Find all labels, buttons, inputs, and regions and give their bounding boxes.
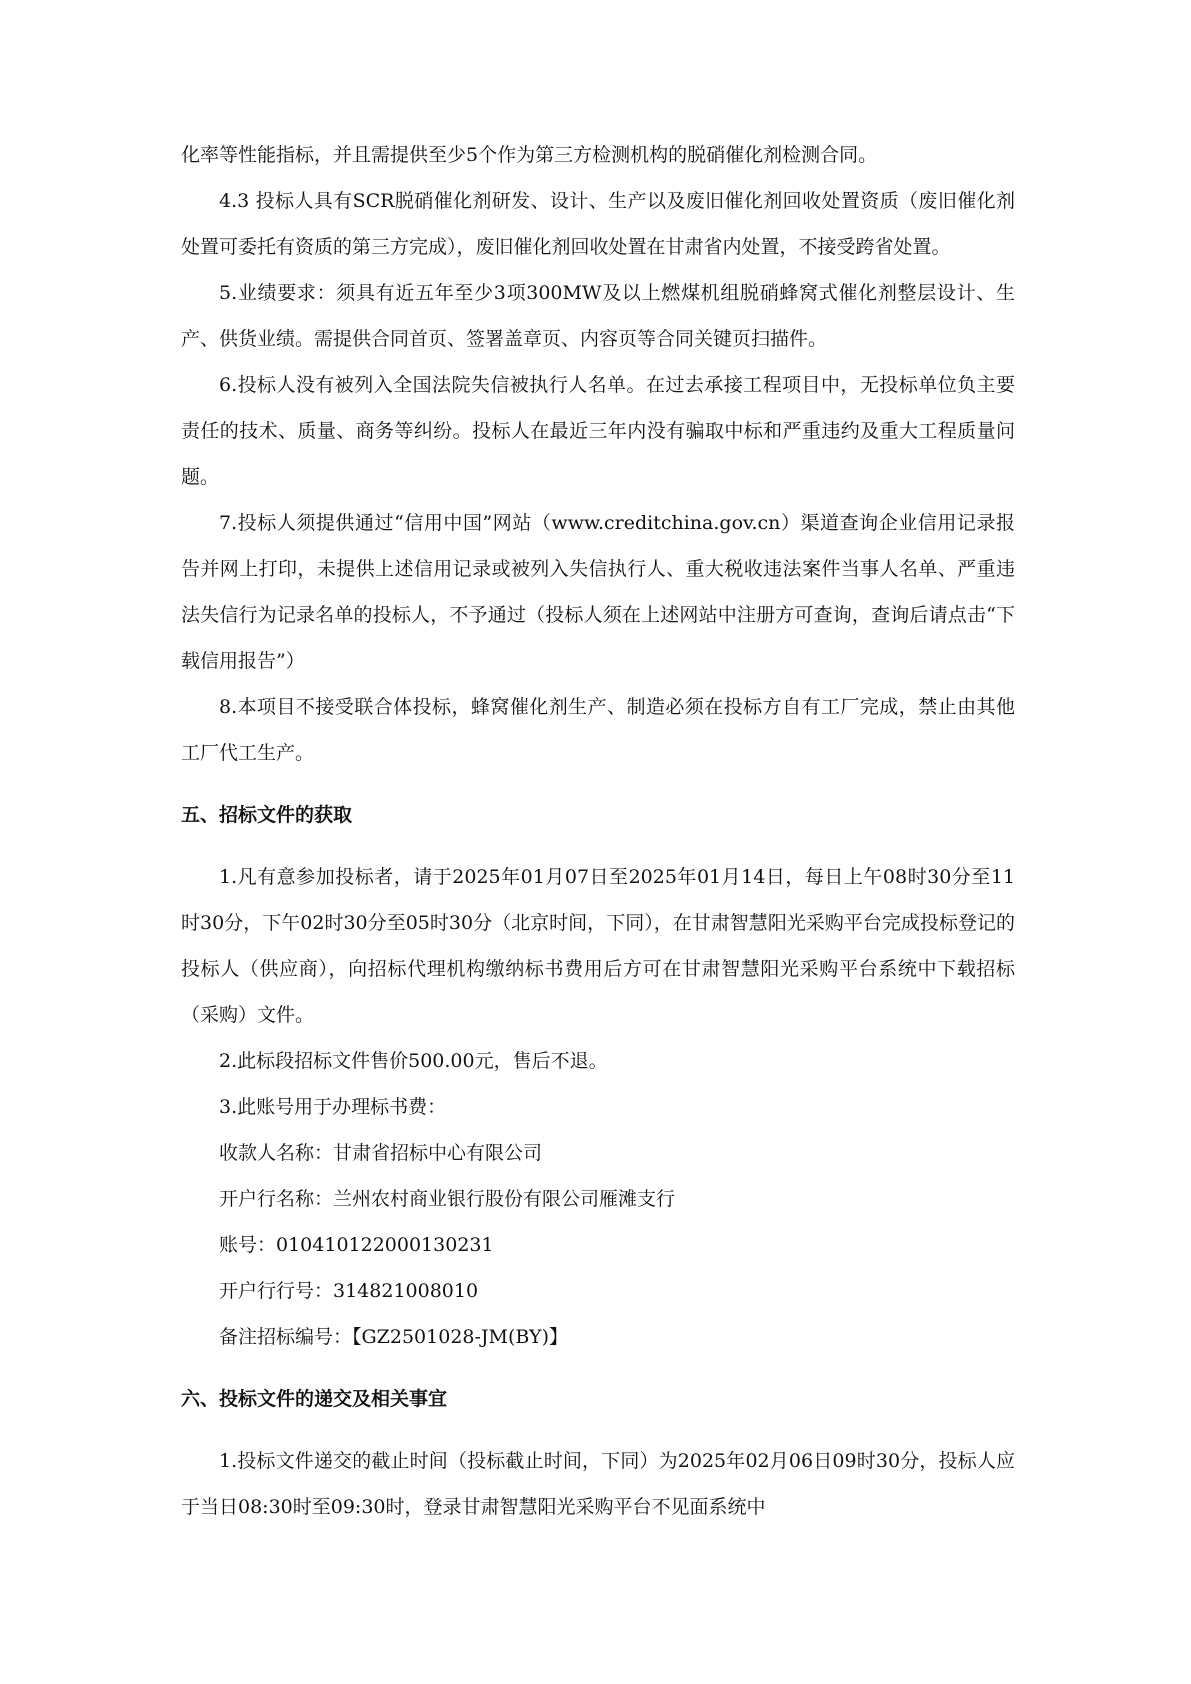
document-page [181,132,1015,1530]
account-number: 账号：010410122000130231 [219,1234,494,1256]
tender-number-note: 备注招标编号：【GZ2501028-JM(BY)】 [219,1326,568,1348]
paragraph-6-credit: 6.投标人没有被列入全国法院失信被执行人名单。在过去承接工程项目中，无投标单位负主要责任的技术、质量、商务等纠纷。投标人在最近三年内没有骗取中标和严重违约及重大工程质量问题。 [181,374,1015,488]
paragraph-7-creditchina: 7.投标人须提供通过“信用中国”网站（www.creditchina.gov.cn）渠道查询企业信用记录报告并网上打印，未提供上述信用记录或被列入失信执行人、重大税收违法案件当事人名单、严重违法失信行为记录名单的投标人，不予通过（投标人须在上述网站中注册方可查询，查询后请点击“下载信用报告”） [181,512,1015,672]
paragraph-5-performance: 5.业绩要求：须具有近五年至少3项300MW及以上燃煤机组脱硝蜂窝式催化剂整层设计、生产、供货业绩。需提供合同首页、签署盖章页、内容页等合同关键页扫描件。 [181,282,1015,350]
paragraph-4-3: 4.3 投标人具有SCR脱硝催化剂研发、设计、生产以及废旧催化剂回收处置资质（废旧催化剂处置可委托有资质的第三方完成），废旧催化剂回收处置在甘肃省内处置，不接受跨省处置。 [181,190,1015,258]
bank-name: 开户行名称：兰州农村商业银行股份有限公司雁滩支行 [219,1188,676,1210]
section-5-item-3: 3.此账号用于办理标书费： [219,1096,447,1118]
section-6-heading: 六、投标文件的递交及相关事宜 [181,1388,448,1410]
section-5-item-1: 1.凡有意参加投标者，请于2025年01月07日至2025年01月14日，每日上午08时30分至11时30分，下午02时30分至05时30分（北京时间，下同），在甘肃智慧阳光采购平台完成投标登记的投标人（供应商），向招标代理机构缴纳标书费用后方可在甘肃智慧阳光采购平台系统中下载招标（采购）文件。 [181,866,1015,1026]
section-5-heading: 五、招标文件的获取 [181,804,353,826]
bank-code: 开户行行号：314821008010 [219,1280,479,1302]
paragraph-8-consortium: 8.本项目不接受联合体投标，蜂窝催化剂生产、制造必须在投标方自有工厂完成，禁止由其他工厂代工生产。 [181,696,1015,764]
section-5-item-2: 2.此标段招标文件售价500.00元，售后不退。 [219,1050,608,1072]
section-6-item-1: 1.投标文件递交的截止时间（投标截止时间，下同）为2025年02月06日09时30分，投标人应于当日08:30时至09:30时，登录甘肃智慧阳光采购平台不见面系统中 [181,1450,1015,1518]
payee-name: 收款人名称：甘肃省招标中心有限公司 [219,1142,543,1164]
paragraph-4-2-continued: 化率等性能指标，并且需提供至少5个作为第三方检测机构的脱硝催化剂检测合同。 [181,144,878,166]
